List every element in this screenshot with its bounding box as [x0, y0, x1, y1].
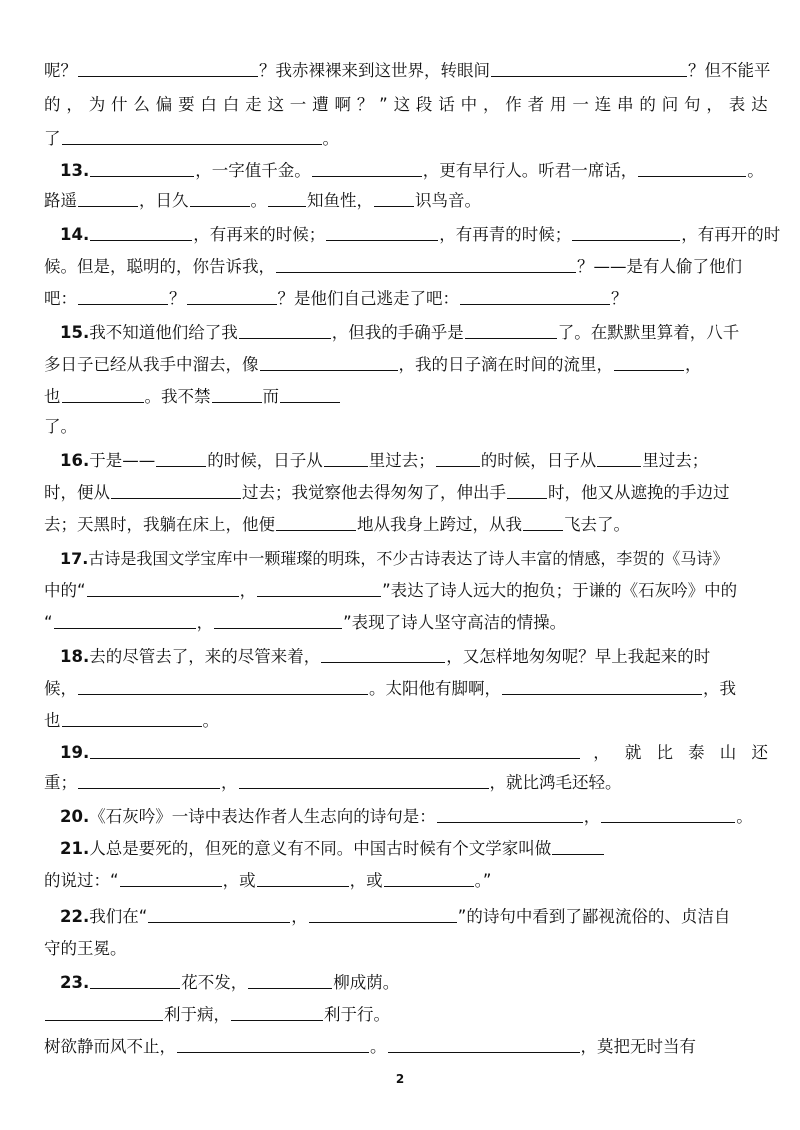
question-17-line2: 中的“ ， ”表达了诗人远大的抱负；于谦的《石灰吟》中的 — [44, 581, 738, 600]
justified-char: ？ — [356, 95, 374, 114]
justified-char: 串 — [617, 95, 634, 114]
q12-line3: 了 。 — [44, 129, 339, 148]
blank[interactable] — [614, 354, 684, 371]
justified-char: 一 — [572, 95, 589, 114]
justified-char: 什 — [111, 95, 128, 114]
question-16: 16.于是—— 的时候，日子从 里过去； 的时候，日子从 里过去； — [60, 451, 709, 470]
justified-char: 作 — [505, 95, 522, 114]
blank[interactable] — [90, 224, 192, 241]
question-18-line2: 候， 。太阳他有脚啊， ，我 — [44, 679, 736, 698]
question-16-line2: 时，便从 过去；我觉察他去得匆匆了，伸出手 时，他又从遮挽的手边过 — [44, 483, 730, 502]
justified-char: 表 — [728, 95, 746, 114]
justified-char: 要 — [178, 95, 195, 114]
question-18-line3: 也 。 — [44, 711, 219, 730]
blank[interactable] — [326, 224, 438, 241]
blank[interactable] — [257, 870, 349, 887]
blank[interactable] — [90, 742, 580, 759]
justified-char: ， — [706, 95, 723, 114]
question-23-line3: 树欲静而风不止， 。 ，莫把无时当有 — [44, 1037, 696, 1056]
question-15-line2: 多日子已经从我手中溜去，像 ，我的日子滴在时间的流里， ， — [44, 355, 702, 374]
justified-char: ， — [482, 95, 500, 114]
question-19-line2: 重； ， ，就比鸿毛还轻。 — [44, 773, 622, 792]
blank[interactable] — [239, 322, 331, 339]
justified-char: 段 — [415, 95, 433, 114]
blank[interactable] — [111, 482, 241, 499]
question-13-line2: 路遥 ，日久 。 知鱼性， 识鸟音。 — [44, 191, 481, 210]
justified-char: 么 — [133, 95, 150, 114]
blank[interactable] — [436, 450, 480, 467]
question-17: 17.古诗是我国文学宝库中一颗璀璨的明珠，不少古诗表达了诗人丰富的情感，李贺的《马诗》 — [60, 549, 729, 568]
blank[interactable] — [78, 678, 368, 695]
justified-char: 达 — [751, 95, 768, 114]
question-23-line2: 利于病， 利于行。 — [44, 1004, 768, 1026]
blank[interactable] — [62, 386, 144, 403]
q19-tail — [593, 742, 768, 764]
justified-char: 中 — [460, 95, 478, 114]
blank[interactable] — [572, 224, 680, 241]
blank[interactable] — [276, 256, 576, 273]
q12-line2 — [44, 94, 768, 116]
justified-char: 走 — [245, 95, 262, 114]
question-15-line3: 也 。我不禁 而 — [44, 386, 768, 408]
justified-char: 白 — [200, 95, 217, 114]
blank[interactable] — [78, 60, 258, 77]
blank[interactable] — [78, 772, 220, 789]
question-20: 20.《石灰吟》一诗中表达作者人生志向的诗句是： ， 。 — [60, 807, 753, 826]
blank[interactable] — [276, 514, 356, 531]
blank[interactable] — [523, 514, 563, 531]
question-13: 13. ，一字值千金。 ，更有早行人。听君一席话， 。 — [60, 161, 764, 180]
question-16-line3: 去；天黑时，我躺在床上，他便 地从我身上跨过，从我 飞去了。 — [44, 515, 630, 534]
question-19: 19. ， 就 比 泰 山 还 — [60, 743, 768, 762]
blank[interactable] — [214, 612, 342, 629]
question-18: 18.去的尽管去了，来的尽管来着， ，又怎样地匆匆呢？早上我起来的时 — [60, 647, 711, 666]
blank[interactable] — [62, 128, 322, 145]
question-22-line2: 守的王冕。 — [44, 939, 127, 958]
justified-char: 偏 — [155, 95, 173, 114]
blank[interactable] — [268, 190, 306, 207]
justified-char: 啊 — [334, 95, 351, 114]
blank[interactable] — [156, 450, 206, 467]
blank[interactable] — [212, 386, 262, 403]
blank[interactable] — [148, 906, 290, 923]
blank[interactable] — [90, 972, 180, 989]
blank[interactable] — [324, 450, 368, 467]
blank[interactable] — [78, 288, 168, 305]
blank[interactable] — [239, 772, 489, 789]
question-23: 23. 花不发， 柳成荫。 — [60, 973, 400, 992]
blank[interactable] — [309, 906, 457, 923]
page-number: 2 — [395, 1072, 405, 1086]
blank[interactable] — [120, 870, 222, 887]
justified-char: ， — [66, 95, 83, 114]
question-17-line3: “ ， ”表现了诗人坚守高洁的情操。 — [44, 613, 567, 632]
justified-char: 这 — [267, 95, 284, 114]
blank[interactable] — [460, 288, 610, 305]
justified-char: 遭 — [312, 95, 329, 114]
justified-char: 话 — [438, 95, 455, 114]
blank[interactable] — [552, 838, 604, 855]
justified-char: 还 — [751, 743, 768, 762]
blank[interactable] — [90, 160, 194, 177]
blank[interactable] — [87, 580, 239, 597]
blank[interactable] — [248, 972, 332, 989]
blank[interactable] — [437, 806, 583, 823]
question-14-line3: 吧： ？ ？是他们自己逃走了吧： ？ — [44, 289, 628, 308]
blank[interactable] — [280, 386, 340, 403]
blank[interactable] — [312, 160, 422, 177]
blank[interactable] — [257, 580, 381, 597]
blank[interactable] — [507, 482, 547, 499]
justified-char: 的 — [44, 95, 61, 114]
blank[interactable] — [231, 1004, 323, 1021]
blank[interactable] — [601, 806, 735, 823]
blank[interactable] — [78, 190, 138, 207]
question-14-line2: 候。但是，聪明的，你告诉我， ？——是有人偷了他们 — [44, 257, 742, 276]
justified-char: ” — [379, 95, 388, 114]
blank[interactable] — [187, 288, 277, 305]
justified-char: 这 — [393, 95, 411, 114]
blank[interactable] — [638, 160, 746, 177]
blank[interactable] — [465, 322, 557, 339]
question-21-line2: 的说过：“ ，或 ，或 。” — [44, 871, 492, 890]
justified-char: 问 — [661, 95, 679, 114]
justified-char: 者 — [527, 95, 545, 114]
question-22: 22.我们在“ ， ”的诗句中看到了鄙视流俗的、贞洁自 — [60, 907, 731, 926]
blank[interactable] — [388, 1036, 580, 1053]
blank[interactable] — [502, 678, 702, 695]
justified-char: 就 — [624, 743, 642, 762]
justified-char: 白 — [222, 95, 240, 114]
blank[interactable] — [597, 450, 641, 467]
blank[interactable] — [62, 710, 202, 727]
q12-line1: 呢？ ？我赤裸裸来到这世界，转眼间 ？但不能平 — [44, 61, 771, 80]
blank[interactable] — [177, 1036, 369, 1053]
justified-char: 的 — [639, 95, 656, 114]
question-15: 15.我不知道他们给了我 ，但我的手确乎是 了。在默默里算着，八千 — [60, 323, 740, 342]
blank[interactable] — [374, 190, 414, 207]
justified-char: 比 — [656, 743, 674, 762]
justified-char: ， — [593, 743, 610, 762]
justified-char: 连 — [594, 95, 612, 114]
justified-char: 为 — [88, 95, 106, 114]
blank[interactable] — [384, 870, 474, 887]
justified-char: 一 — [289, 95, 307, 114]
blank[interactable] — [54, 612, 196, 629]
justified-char: 山 — [719, 743, 737, 762]
question-15-line4: 了。 — [44, 417, 77, 436]
blank[interactable] — [190, 190, 250, 207]
justified-char: 句 — [684, 95, 701, 114]
justified-char: 用 — [549, 95, 567, 114]
blank[interactable] — [45, 1004, 163, 1021]
question-21: 21.人总是要死的，但死的意义有不同。中国古时候有个文学家叫做 — [44, 838, 768, 860]
blank[interactable] — [491, 60, 687, 77]
justified-char: 泰 — [688, 743, 705, 762]
question-14: 14. ，有再来的时候； ，有再青的时候； ，有再开的时 — [60, 225, 781, 244]
blank[interactable] — [260, 354, 398, 371]
blank[interactable] — [321, 646, 445, 663]
